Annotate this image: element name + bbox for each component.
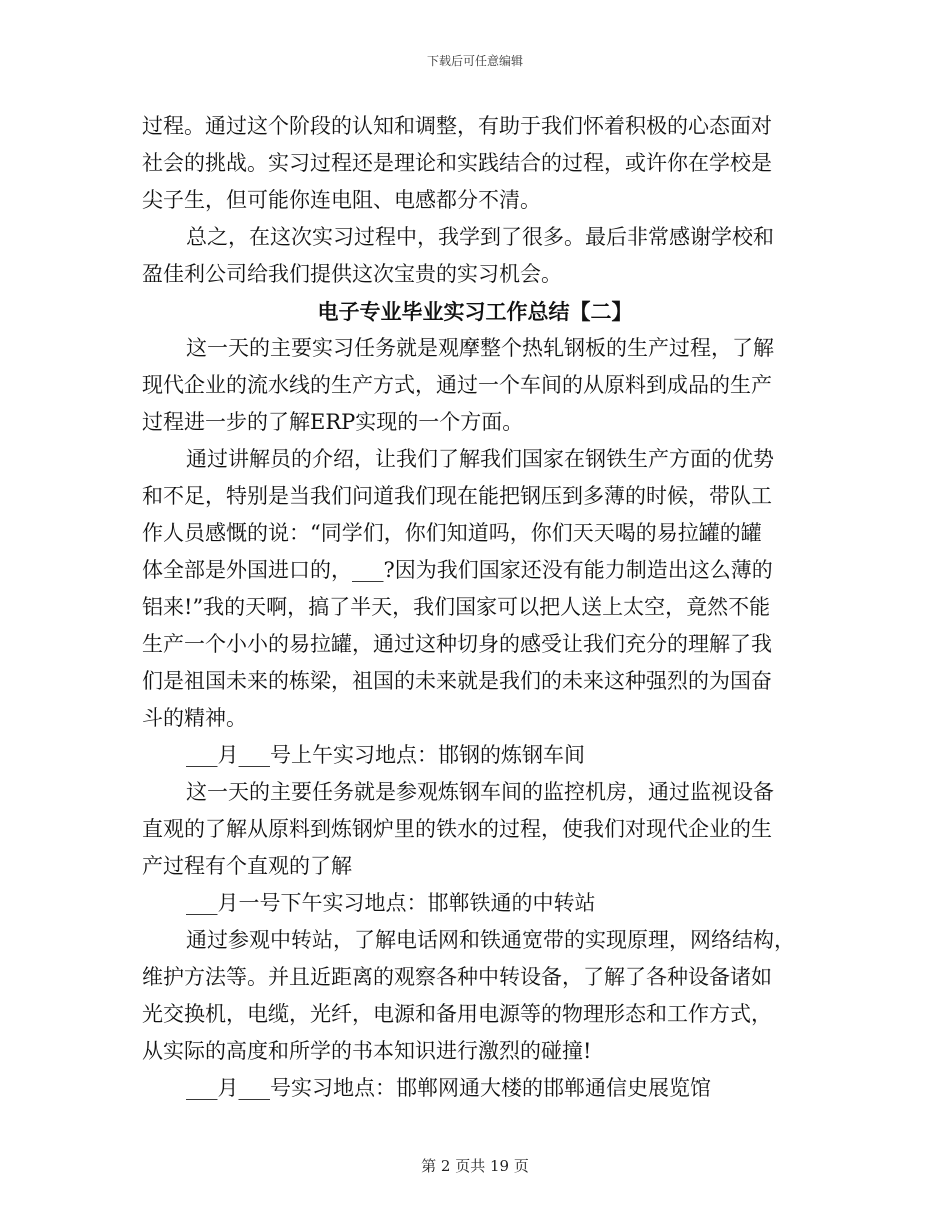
paragraph-line: 现代企业的流水线的生产方式，通过一个车间的从原料到成品的生产 [142, 373, 772, 397]
paragraph-line: 通过讲解员的介绍，让我们了解我们国家在钢铁生产方面的优势 [186, 447, 774, 471]
paragraph-line: 过程。通过这个阶段的认知和调整，有助于我们怀着积极的心态面对 [142, 114, 772, 138]
paragraph-line: 社会的挑战。实习过程还是理论和实践结合的过程，或许你在学校是 [142, 151, 772, 175]
subheading-line: ___月___号实习地点：邯郸网通大楼的邯郸通信史展览馆 [186, 1076, 711, 1100]
paragraph-line: 尖子生，但可能你连电阻、电感都分不清。 [142, 188, 541, 212]
paragraph-line: 光交换机，电缆，光纤，电源和备用电源等的物理形态和工作方式， [142, 1002, 772, 1026]
document-body [142, 108, 808, 1107]
page-number: 第 2 页共 19 页 [421, 1157, 529, 1175]
paragraph-line: 铝来!”我的天啊，搞了半天，我们国家可以把人送上太空，竟然不能 [142, 595, 771, 619]
paragraph-line: 这一天的主要任务就是参观炼钢车间的监控机房，通过监视设备 [186, 780, 774, 804]
paragraph-line: 生产一个小小的易拉罐，通过这种切身的感受让我们充分的理解了我 [142, 632, 772, 656]
paragraph-line: 和不足，特别是当我们问道我们现在能把钢压到多薄的时候，带队工 [142, 484, 772, 508]
section-heading: 电子专业毕业实习工作总结【二】 [317, 299, 633, 324]
paragraph-line: 体全部是外国进口的，___?因为我们国家还没有能力制造出这么薄的 [142, 558, 773, 582]
paragraph-line: 产过程有个直观的了解 [142, 854, 352, 878]
subheading-line: ___月___号上午实习地点：邯钢的炼钢车间 [186, 743, 585, 767]
paragraph-line: 从实际的高度和所学的书本知识进行激烈的碰撞! [142, 1039, 592, 1063]
paragraph-line: 过程进一步的了解ERP实现的一个方面。 [142, 410, 524, 434]
paragraph-line: 盈佳利公司给我们提供这次宝贵的实习机会。 [142, 262, 562, 286]
paragraph-line: 维护方法等。并且近距离的观察各种中转设备，了解了各种设备诸如 [142, 965, 772, 989]
paragraph-line: 这一天的主要实习任务就是观摩整个热轧钢板的生产过程，了解 [186, 336, 774, 360]
paragraph-line: 们是祖国未来的栋梁，祖国的未来就是我们的未来这种强烈的为国奋 [142, 669, 772, 693]
paragraph-line: 作人员感慨的说：“同学们，你们知道吗，你们天天喝的易拉罐的罐 [142, 521, 762, 545]
paragraph-line: 斗的精神。 [142, 706, 247, 730]
paragraph-line: 通过参观中转站，了解电话网和铁通宽带的实现原理，网络结构， [186, 928, 795, 952]
paragraph-line: 直观的了解从原料到炼钢炉里的铁水的过程，使我们对现代企业的生 [142, 817, 772, 841]
header-note: 下载后可任意编辑 [426, 54, 523, 68]
subheading-line: ___月一号下午实习地点：邯郸铁通的中转站 [186, 891, 596, 915]
paragraph-line: 总之，在这次实习过程中，我学到了很多。最后非常感谢学校和 [186, 225, 774, 249]
